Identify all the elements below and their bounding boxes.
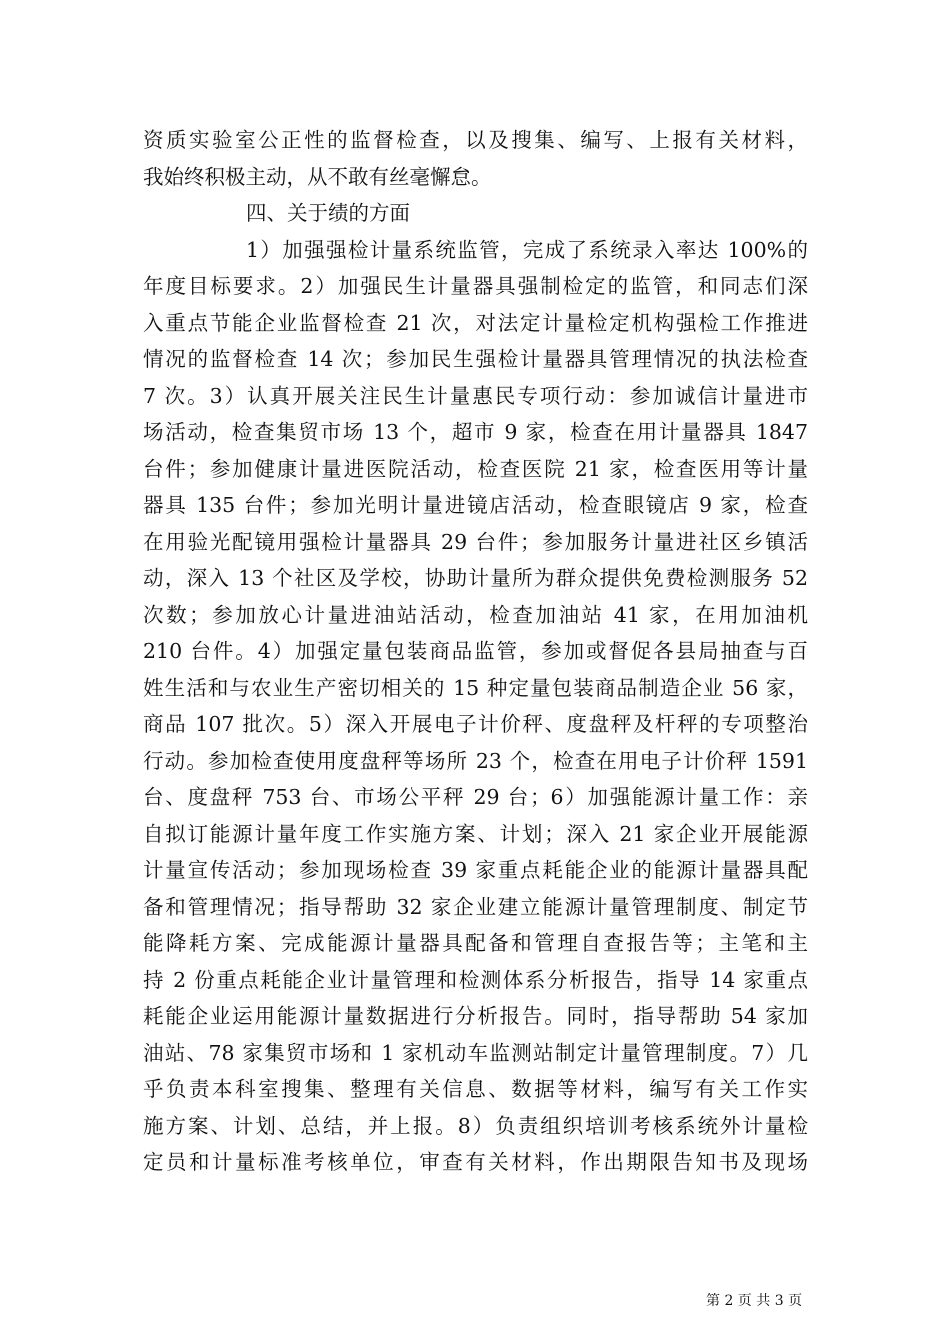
text-line: 油站、78 家集贸市场和 1 家机动车监测站制定计量管理制度。7）几 (143, 1040, 808, 1065)
text-line: 定员和计量标准考核单位，审查有关材料，作出期限告知书及现场 (143, 1150, 808, 1174)
text-line: 乎负责本科室搜集、整理有关信息、数据等材料，编写有关工作实 (143, 1077, 808, 1101)
text-line: 耗能企业运用能源计量数据进行分析报告。同时，指导帮助 54 家加 (143, 1004, 808, 1028)
text-line: 动，深入 13 个社区及学校，协助计量所为群众提供免费检测服务 52 (143, 566, 808, 590)
text-line: 台、度盘秤 753 台、市场公平秤 29 台；6）加强能源计量工作：亲 (143, 785, 808, 809)
text-line: 次数；参加放心计量进油站活动，检查加油站 41 家，在用加油机 (143, 602, 808, 627)
text-line: 情况的监督检查 14 次；参加民生强检计量器具管理情况的执法检查 (143, 347, 808, 371)
text-line: 商品 107 批次。5）深入开展电子计价秤、度盘秤及杆秤的专项整治 (143, 712, 808, 736)
text-line: 在用验光配镜用强检计量器具 29 台件；参加服务计量进社区乡镇活 (143, 529, 808, 554)
text-line: 1）加强强检计量系统监管，完成了系统录入率达 100%的 (246, 237, 808, 262)
text-line: 计量宣传活动；参加现场检查 39 家重点耗能企业的能源计量器具配 (143, 858, 808, 882)
page-number: 第 2 页 共 3 页 (706, 1293, 803, 1309)
text-line: 210 台件。4）加强定量包装商品监管，参加或督促各县局抽查与百 (143, 639, 808, 663)
text-line: 7 次。3）认真开展关注民生计量惠民专项行动：参加诚信计量进市 (143, 383, 808, 408)
text-line: 行动。参加检查使用度盘秤等场所 23 个，检查在用电子计价秤 1591 (143, 748, 808, 773)
text-line: 年度目标要求。2）加强民生计量器具强制检定的监管，和同志们深 (143, 274, 808, 298)
text-line: 持 2 份重点耗能企业计量管理和检测体系分析报告，指导 14 家重点 (143, 967, 808, 992)
text-line: 自拟订能源计量年度工作实施方案、计划；深入 21 家企业开展能源 (143, 821, 808, 846)
body-text (143, 122, 808, 1181)
text-line: 器具 135 台件；参加光明计量进镜店活动，检查眼镜店 9 家，检查 (143, 493, 808, 517)
text-line: 台件；参加健康计量进医院活动，检查医院 21 家，检查医用等计量 (143, 456, 808, 481)
text-line: 施方案、计划、总结，并上报。8）负责组织培训考核系统外计量检 (143, 1113, 808, 1138)
text-line: 场活动，检查集贸市场 13 个，超市 9 家，检查在用计量器具 1847 (143, 420, 808, 444)
text-line: 姓生活和与农业生产密切相关的 15 种定量包装商品制造企业 56 家， (143, 675, 808, 700)
text-line: 入重点节能企业监督检查 21 次，对法定计量检定机构强检工作推进 (143, 310, 808, 335)
section-heading: 四、关于绩的方面 (246, 201, 410, 225)
text-line: 资质实验室公正性的监督检查，以及搜集、编写、上报有关材料， (143, 128, 808, 152)
text-line: 能降耗方案、完成能源计量器具配备和管理自查报告等；主笔和主 (143, 931, 808, 955)
text-line: 我始终积极主动，从不敢有丝毫懈怠。 (143, 164, 492, 189)
text-line: 备和管理情况；指导帮助 32 家企业建立能源计量管理制度、制定节 (143, 894, 808, 919)
